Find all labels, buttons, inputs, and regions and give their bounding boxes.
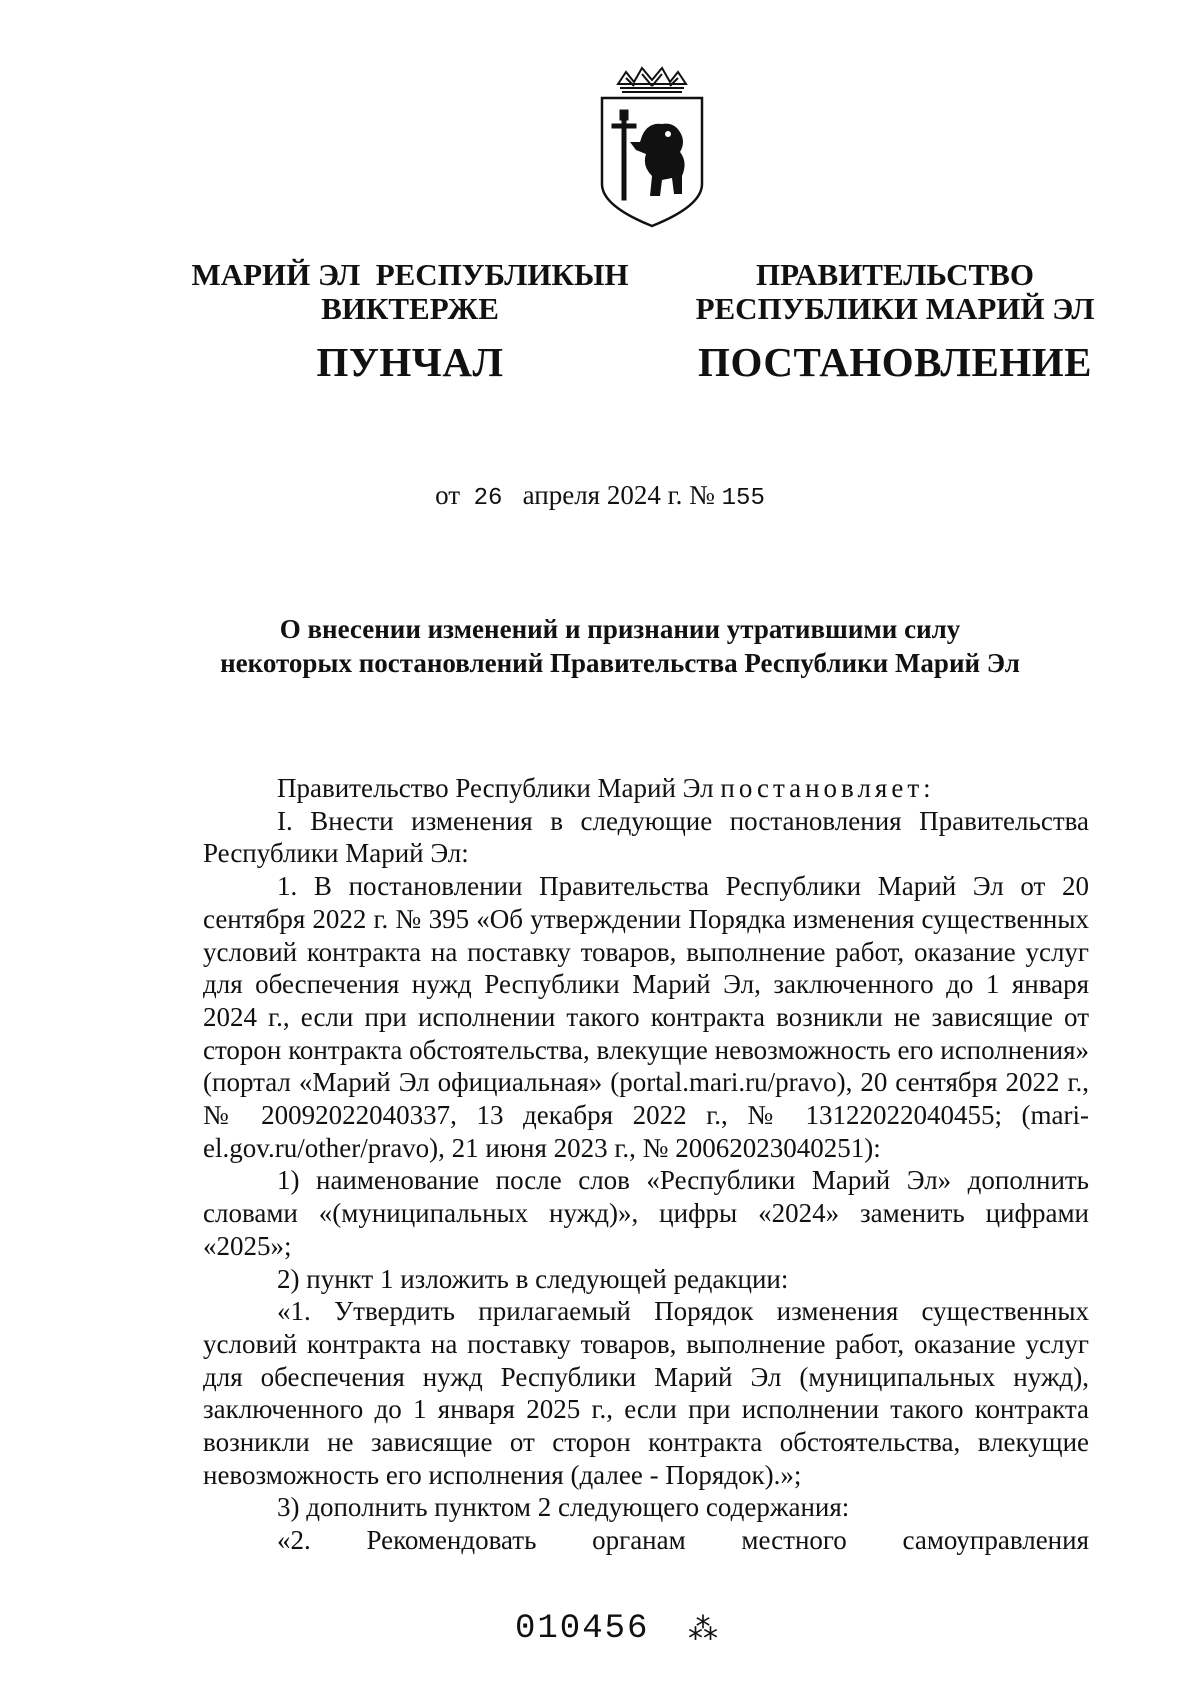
paragraph-2: 1. В постановлении Правительства Республики Марий Эл от 20 сентября 2022 г. № 395 «Об утверждении Порядка изменения существенных условий контракта на поставку товаров, выполнение работ, оказание услуг для обеспечения нужд Республики Марий Эл, заключенного до 1 января 2024 г., если при исполнении такого контракта возникли не зависящие от сторон контракта обстоятельства, влекущие невозможность его исполнения» (портал «Марий Эл официальная» (portal.mari.ru/pravo), 20 сентября 2022 г., № 20092022040337, 13 декабря 2022 г., № 13122022040455; (mari-el.gov.ru/other/pravo), 21 июня 2023 г., № 20062023040251): <box>203 871 1089 1163</box>
document-title <box>180 612 1060 680</box>
header-left <box>170 258 650 385</box>
document-body <box>203 772 1089 1557</box>
date-day: 26 <box>473 485 503 512</box>
preamble <box>203 772 1089 805</box>
paragraph-4: 2) пункт 1 изложить в следующей редакции: <box>277 1263 789 1294</box>
date-month-year: апреля 2024 г. № <box>522 480 715 510</box>
header-left-doc-type: ПУНЧАЛ <box>316 339 504 386</box>
title-line1: О внесении изменений и признании утратившими силу <box>279 614 961 644</box>
date-prefix: от <box>435 480 461 510</box>
preamble-verb: постановляет: <box>720 773 935 803</box>
serial-number: 010456 <box>515 1610 650 1648</box>
header-right <box>660 258 1130 385</box>
footer-mark: ⁂ <box>688 1612 718 1647</box>
paragraph-6: 3) дополнить пунктом 2 следующего содержания: <box>277 1492 850 1523</box>
coat-of-arms-icon <box>596 66 708 232</box>
document-number: 155 <box>721 485 765 512</box>
date-line <box>0 480 1200 512</box>
paragraph-1: I. Внести изменения в следующие постановления Правительства Республики Марий Эл: <box>203 805 1089 869</box>
paragraph-7: «2. Рекомендовать органам местного самоуправления <box>277 1525 1089 1556</box>
header-left-line1: МАРИЙ ЭЛ РЕСПУБЛИКЫН <box>191 257 629 292</box>
header-right-line2: РЕСПУБЛИКИ МАРИЙ ЭЛ <box>695 291 1095 327</box>
paragraph-3: 1) наименование после слов «Республики Марий Эл» дополнить словами «(муниципальных нужд)», цифры «2024» заменить цифрами «2025»; <box>203 1165 1089 1261</box>
header-right-line1: ПРАВИТЕЛЬСТВО <box>756 257 1034 292</box>
header-left-line2: ВИКТЕРЖЕ <box>321 291 499 327</box>
header-right-doc-type: ПОСТАНОВЛЕНИЕ <box>698 339 1092 386</box>
paragraph-5: «1. Утвердить прилагаемый Порядок изменения существенных условий контракта на поставку товаров, выполнение работ, оказание услуг для обеспечения нужд Республики Марий Эл (муниципальных нужд), заключенного до 1 января 2025 г., если при исполнении такого контракта возникли не зависящие от сторон контракта обстоятельства, влекущие невозможность его исполнения (далее - Порядок).»; <box>203 1296 1089 1490</box>
preamble-subject: Правительство Республики Марий Эл <box>277 773 714 803</box>
title-line2: некоторых постановлений Правительства Республики Марий Эл <box>220 648 1020 678</box>
